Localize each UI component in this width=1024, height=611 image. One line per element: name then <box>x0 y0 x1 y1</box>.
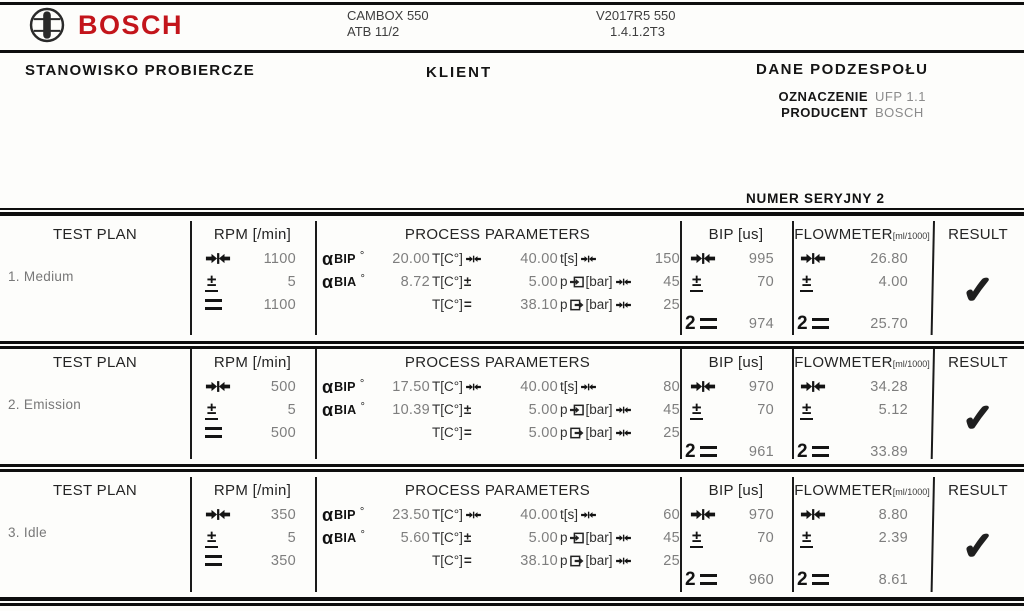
plus-minus-icon: ± <box>802 526 812 546</box>
test-block-3 <box>0 474 1024 597</box>
bip-tolerance-row <box>680 272 792 291</box>
process-parameters-header: PROCESS PARAMETERS <box>404 482 591 499</box>
divider <box>0 341 1024 344</box>
converge-arrows-icon <box>616 278 631 286</box>
client-label: KLIENT <box>426 64 493 81</box>
converge-arrows-icon <box>800 380 826 393</box>
second-measure-icon: 2 <box>797 313 829 335</box>
flow-nominal-value: 34.28 <box>870 378 908 395</box>
test-name: 2. Emission <box>8 397 82 412</box>
converge-arrows-icon <box>466 255 481 263</box>
temp-tolerance-value: 5.00 <box>528 529 558 546</box>
temp-nominal-value: 40.00 <box>520 250 558 267</box>
converge-arrows-icon <box>581 255 596 263</box>
divider <box>0 208 1024 210</box>
result-cell <box>932 474 1024 597</box>
rpm-tolerance-row <box>190 400 315 419</box>
rpm-nominal-value: 1100 <box>263 250 296 267</box>
converge-arrows-icon <box>581 383 596 391</box>
temp-nominal-label: T[C°] <box>432 251 506 266</box>
plus-minus-icon: ± <box>207 526 217 546</box>
rpm-tolerance-row <box>190 272 315 291</box>
alpha-bip-label: α BIP ° <box>322 376 365 397</box>
converge-arrows-icon <box>800 508 826 521</box>
pressure-in-icon <box>570 276 584 288</box>
temp-nominal-value: 40.00 <box>520 378 558 395</box>
flow-actual-row <box>792 442 932 461</box>
equals-icon <box>205 555 222 566</box>
test-name: 1. Medium <box>8 269 74 284</box>
result-check-icon: ✓ <box>962 398 994 440</box>
rpm-nominal-value: 350 <box>270 506 296 523</box>
divider <box>0 603 1024 606</box>
temp-nominal-value: 40.00 <box>520 506 558 523</box>
equals-icon <box>700 318 717 329</box>
temp-tolerance-value: 5.00 <box>528 273 558 290</box>
designation-value: UFP 1.1 <box>875 89 926 104</box>
test-plan-cell <box>0 474 190 597</box>
test-plan-header: TEST PLAN <box>52 226 138 243</box>
temp-actual-label: T[C°] = <box>432 553 472 568</box>
flowmeter-header: FLOWMETER[ml/1000] <box>794 354 930 371</box>
machine-model <box>347 8 429 40</box>
converge-arrows-icon <box>581 511 596 519</box>
bip-nominal-row <box>680 377 792 396</box>
time-value: 150 <box>654 250 680 267</box>
plus-minus-icon: ± <box>802 270 812 290</box>
process-parameters-grid <box>322 375 682 444</box>
process-parameters-cell <box>315 474 680 597</box>
flow-actual-row <box>792 314 932 333</box>
flow-actual-value: 25.70 <box>870 315 908 332</box>
equals-icon <box>812 318 829 329</box>
pressure-in-label: p [bar] <box>560 402 652 417</box>
flow-nominal-value: 8.80 <box>878 506 908 523</box>
rpm-header: RPM [/min] <box>213 482 292 499</box>
pressure-out-icon <box>570 555 584 567</box>
alpha-bia-label: α BIA ° <box>322 271 365 292</box>
alpha-bia-label: α BIA ° <box>322 527 365 548</box>
bip-tolerance-row <box>680 400 792 419</box>
second-measure-icon: 2 <box>685 569 717 591</box>
bip-header: BIP [us] <box>708 482 764 499</box>
pressure-out-label: p [bar] <box>560 297 652 312</box>
equals-icon <box>205 427 222 438</box>
pressure-out-value: 25 <box>663 424 680 441</box>
pressure-out-icon <box>570 427 584 439</box>
plus-minus-icon: ± <box>802 398 812 418</box>
software-version-line2: 1.4.1.2T3 <box>610 24 665 39</box>
bip-nominal-row <box>680 505 792 524</box>
alpha-bia-value: 10.39 <box>392 401 430 418</box>
pressure-in-value: 45 <box>663 273 680 290</box>
alpha-bip-value: 23.50 <box>392 506 430 523</box>
converge-arrows-icon <box>616 301 631 309</box>
rpm-tolerance-value: 5 <box>287 529 296 546</box>
test-plan-header: TEST PLAN <box>52 482 138 499</box>
alpha-bip-label: α BIP ° <box>322 504 365 525</box>
equals-icon <box>700 446 717 457</box>
bip-header: BIP [us] <box>708 226 764 243</box>
converge-arrows-icon <box>205 252 231 265</box>
bip-actual-row <box>680 314 792 333</box>
rpm-actual-row <box>190 295 315 314</box>
rpm-actual-value: 1100 <box>263 296 296 313</box>
temp-tolerance-label: T[C°] ± <box>432 530 472 545</box>
rpm-header: RPM [/min] <box>213 226 292 243</box>
bip-actual-row <box>680 442 792 461</box>
test-plan-cell <box>0 346 190 464</box>
rpm-actual-row <box>190 551 315 570</box>
converge-arrows-icon <box>690 252 716 265</box>
rpm-tolerance-value: 5 <box>287 401 296 418</box>
serial-number-label: NUMER SERYJNY 2 <box>746 191 885 206</box>
flow-actual-value: 8.61 <box>878 571 908 588</box>
process-parameters-cell <box>315 218 680 340</box>
converge-arrows-icon <box>205 380 231 393</box>
converge-arrows-icon <box>466 383 481 391</box>
temp-actual-value: 5.00 <box>528 424 558 441</box>
pressure-in-value: 45 <box>663 529 680 546</box>
pressure-in-icon <box>570 404 584 416</box>
bip-tolerance-value: 70 <box>757 401 774 418</box>
temp-nominal-label: T[C°] <box>432 379 506 394</box>
flow-nominal-row <box>792 249 932 268</box>
flow-tolerance-value: 5.12 <box>878 401 908 418</box>
bip-cell <box>680 346 792 464</box>
bip-actual-value: 961 <box>748 443 774 460</box>
temp-tolerance-label: T[C°] ± <box>432 402 472 417</box>
equals-icon <box>812 446 829 457</box>
bip-tolerance-value: 70 <box>757 529 774 546</box>
designation-row <box>750 89 926 104</box>
rpm-cell <box>190 346 315 464</box>
flow-tolerance-value: 2.39 <box>878 529 908 546</box>
alpha-bip-label: α BIP ° <box>322 248 365 269</box>
alpha-bia-label: α BIA ° <box>322 399 365 420</box>
divider <box>0 212 1024 216</box>
designation-label: OZNACZENIE <box>778 89 868 104</box>
process-parameters-grid <box>322 247 682 316</box>
bip-nominal-row <box>680 249 792 268</box>
brand-text: BOSCH <box>78 9 184 40</box>
equals-icon <box>812 574 829 585</box>
process-parameters-grid <box>322 503 682 572</box>
converge-arrows-icon <box>616 534 631 542</box>
flowmeter-header: FLOWMETER[ml/1000] <box>794 482 930 499</box>
rpm-actual-value: 350 <box>270 552 296 569</box>
pressure-out-label: p [bar] <box>560 553 652 568</box>
temp-actual-value: 38.10 <box>520 296 558 313</box>
equals-icon <box>205 299 222 310</box>
brand-header <box>28 6 183 44</box>
flow-tolerance-row <box>792 400 932 419</box>
converge-arrows-icon <box>690 380 716 393</box>
temp-actual-label: T[C°] = <box>432 297 472 312</box>
flowmeter-cell <box>792 218 932 340</box>
rpm-tolerance-value: 5 <box>287 273 296 290</box>
temp-tolerance-label: T[C°] ± <box>432 274 472 289</box>
plus-minus-icon: ± <box>207 398 217 418</box>
second-measure-icon: 2 <box>685 441 717 463</box>
pressure-in-icon <box>570 532 584 544</box>
alpha-bip-value: 20.00 <box>392 250 430 267</box>
bip-nominal-value: 995 <box>748 250 774 267</box>
time-label: t[s] <box>560 507 652 522</box>
second-measure-icon: 2 <box>797 441 829 463</box>
flow-tolerance-row <box>792 528 932 547</box>
process-parameters-header: PROCESS PARAMETERS <box>404 354 591 371</box>
temp-tolerance-value: 5.00 <box>528 401 558 418</box>
bip-actual-value: 974 <box>748 315 774 332</box>
temp-actual-label: T[C°] = <box>432 425 472 440</box>
result-header: RESULT <box>948 226 1008 243</box>
converge-arrows-icon <box>616 429 631 437</box>
software-version-line1: V2017R5 550 <box>596 8 676 23</box>
software-version <box>596 8 676 40</box>
result-check-icon: ✓ <box>962 526 994 568</box>
test-block-2 <box>0 346 1024 464</box>
rpm-tolerance-row <box>190 528 315 547</box>
time-value: 80 <box>663 378 680 395</box>
flowmeter-header: FLOWMETER[ml/1000] <box>794 226 930 243</box>
flow-tolerance-row <box>792 272 932 291</box>
converge-arrows-icon <box>800 252 826 265</box>
test-plan-cell <box>0 218 190 340</box>
alpha-bia-value: 8.72 <box>400 273 430 290</box>
pressure-in-value: 45 <box>663 401 680 418</box>
second-measure-icon: 2 <box>685 313 717 335</box>
pressure-out-value: 25 <box>663 296 680 313</box>
time-label: t[s] <box>560 251 652 266</box>
pressure-out-label: p [bar] <box>560 425 652 440</box>
pressure-out-value: 25 <box>663 552 680 569</box>
bip-tolerance-row <box>680 528 792 547</box>
pressure-in-label: p [bar] <box>560 530 652 545</box>
plus-minus-icon: ± <box>692 270 702 290</box>
result-cell <box>932 346 1024 464</box>
machine-model-line1: CAMBOX 550 <box>347 8 429 23</box>
pressure-out-icon <box>570 299 584 311</box>
rpm-cell <box>190 474 315 597</box>
test-block-1 <box>0 218 1024 340</box>
flowmeter-cell <box>792 474 932 597</box>
equals-icon <box>700 574 717 585</box>
process-parameters-header: PROCESS PARAMETERS <box>404 226 591 243</box>
bip-actual-value: 960 <box>748 571 774 588</box>
producer-row <box>750 105 924 120</box>
rpm-nominal-value: 500 <box>270 378 296 395</box>
time-value: 60 <box>663 506 680 523</box>
converge-arrows-icon <box>616 406 631 414</box>
bip-cell <box>680 218 792 340</box>
time-label: t[s] <box>560 379 652 394</box>
bip-header: BIP [us] <box>708 354 764 371</box>
rpm-actual-value: 500 <box>270 424 296 441</box>
component-data-title: DANE PODZESPOŁU <box>756 61 929 78</box>
rpm-actual-row <box>190 423 315 442</box>
flowmeter-cell <box>792 346 932 464</box>
bip-actual-row <box>680 570 792 589</box>
result-check-icon: ✓ <box>962 270 994 312</box>
converge-arrows-icon <box>616 557 631 565</box>
plus-minus-icon: ± <box>692 398 702 418</box>
divider <box>0 2 1024 5</box>
station-label: STANOWISKO PROBIERCZE <box>25 62 255 79</box>
rpm-nominal-row <box>190 505 315 524</box>
rpm-nominal-row <box>190 249 315 268</box>
alpha-bia-value: 5.60 <box>400 529 430 546</box>
pressure-in-label: p [bar] <box>560 274 652 289</box>
temp-actual-value: 38.10 <box>520 552 558 569</box>
bip-nominal-value: 970 <box>748 378 774 395</box>
alpha-bip-value: 17.50 <box>392 378 430 395</box>
producer-value: BOSCH <box>875 105 924 120</box>
flow-tolerance-value: 4.00 <box>878 273 908 290</box>
divider <box>0 469 1024 472</box>
flow-nominal-row <box>792 505 932 524</box>
producer-label: PRODUCENT <box>781 105 868 120</box>
machine-model-line2: ATB 11/2 <box>347 24 400 39</box>
converge-arrows-icon <box>205 508 231 521</box>
plus-minus-icon: ± <box>692 526 702 546</box>
plus-minus-icon: ± <box>207 270 217 290</box>
bip-tolerance-value: 70 <box>757 273 774 290</box>
test-plan-header: TEST PLAN <box>52 354 138 371</box>
flow-actual-row <box>792 570 932 589</box>
bosch-logo-icon <box>28 6 66 44</box>
divider <box>0 464 1024 467</box>
result-header: RESULT <box>948 482 1008 499</box>
bip-nominal-value: 970 <box>748 506 774 523</box>
result-cell <box>932 218 1024 340</box>
converge-arrows-icon <box>690 508 716 521</box>
flow-nominal-row <box>792 377 932 396</box>
divider <box>0 597 1024 601</box>
temp-nominal-label: T[C°] <box>432 507 506 522</box>
rpm-nominal-row <box>190 377 315 396</box>
result-header: RESULT <box>948 354 1008 371</box>
flow-actual-value: 33.89 <box>870 443 908 460</box>
flow-nominal-value: 26.80 <box>870 250 908 267</box>
test-name: 3. Idle <box>8 525 47 540</box>
converge-arrows-icon <box>466 511 481 519</box>
rpm-header: RPM [/min] <box>213 354 292 371</box>
process-parameters-cell <box>315 346 680 464</box>
rpm-cell <box>190 218 315 340</box>
bip-cell <box>680 474 792 597</box>
second-measure-icon: 2 <box>797 569 829 591</box>
divider <box>0 50 1024 53</box>
